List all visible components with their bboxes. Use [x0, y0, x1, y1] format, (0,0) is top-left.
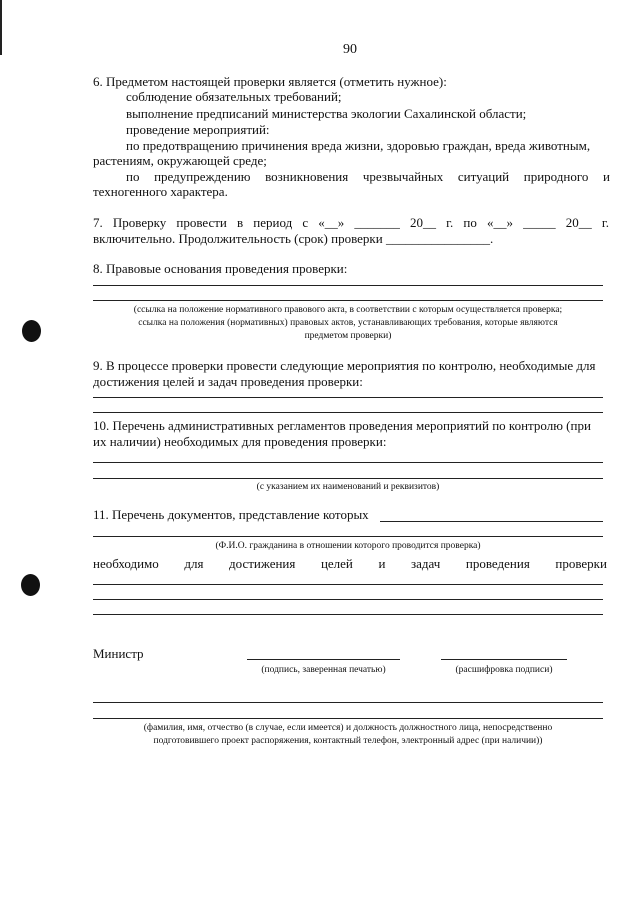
s10-note: (с указанием их наименований и реквизитов)	[256, 482, 440, 492]
signature-decode-label: (расшифровка подписи)	[455, 665, 553, 675]
s8-fill-line-1	[93, 285, 603, 286]
s6-item-4a: по предотвращению причинения вреда жизни, здоровью граждан, вреда животным,	[126, 138, 591, 153]
minister-label: Министр	[93, 646, 144, 661]
s7-line-1	[93, 215, 609, 231]
s7-line-1-word: период	[253, 215, 293, 230]
page-number: 90	[343, 42, 357, 57]
s11-line-1: 11. Перечень документов, представление которых	[93, 507, 369, 522]
s11-line-2-word: целей	[320, 556, 353, 571]
signature-line	[247, 659, 400, 660]
signature-decode-line	[441, 659, 567, 660]
s8-title: 8. Правовые основания проведения проверки:	[93, 261, 348, 276]
s6-item-2: выполнение предписаний министерства экологии Сахалинской области;	[126, 106, 527, 121]
s6-item-4b: растениям, окружающей среде;	[93, 153, 267, 168]
s7-line-1-word: _______	[354, 215, 400, 230]
s6-item-5-word: и	[603, 169, 610, 184]
s10-line-1: 10. Перечень административных регламентов проведения мероприятий по контролю (при	[93, 418, 591, 433]
s7-line-1-word: 7.	[93, 215, 103, 230]
s11-line-2-word: задач	[411, 556, 441, 571]
s7-line-1-word: Проверку	[112, 215, 167, 230]
s7-line-1-word: 20__	[410, 215, 436, 230]
s11-fill-line-1	[93, 536, 603, 537]
s8-note-3: предметом проверки)	[304, 331, 392, 341]
s11-fill-line-4	[93, 614, 603, 615]
s9-fill-line-1	[93, 397, 603, 398]
s6-item-5-word: чрезвычайных	[362, 169, 444, 184]
punch-hole-top	[22, 320, 41, 342]
s11-line-2-word: проверки	[555, 556, 607, 571]
s8-note-2: ссылка на положения (нормативных) правовых актов, устанавливающих требования, которые являются	[138, 318, 558, 328]
s8-note-1: (ссылка на положение нормативного правового акта, в соответствии с которым осуществляется проверка;	[133, 305, 563, 315]
s9-line-2: достижения целей и задач проведения проверки:	[93, 374, 363, 389]
s11-note: (Ф.И.О. гражданина в отношении которого проводится проверка)	[215, 541, 481, 551]
punch-hole-bottom	[21, 574, 40, 596]
s6-item-5-word: природного	[523, 169, 589, 184]
s7-line-1-word: по	[463, 215, 477, 230]
s7-line-1-word: г.	[601, 215, 609, 230]
s7-line-1-word: в	[237, 215, 244, 230]
s10-line-2: их наличии) необходимых для проведения проверки:	[93, 434, 387, 449]
s11-line-2-word: достижения	[229, 556, 296, 571]
s11-fill-line-inline	[380, 521, 603, 522]
s11-line-2-word: проведения	[465, 556, 530, 571]
s8-fill-line-2	[93, 300, 603, 301]
footer-note-1: (фамилия, имя, отчество (в случае, если имеется) и должность должностного лица, непосредственно	[143, 723, 553, 733]
s6-title: 6. Предметом настоящей проверки является (отметить нужное):	[93, 74, 447, 89]
s11-line-2	[93, 556, 607, 572]
footer-fill-line-2	[93, 718, 603, 719]
s11-line-2-word: необходимо	[93, 556, 159, 571]
scan-edge-line	[0, 0, 2, 55]
s10-fill-line-2	[93, 478, 603, 479]
s7-line-1-word: с	[302, 215, 309, 230]
s11-line-2-word: для	[184, 556, 204, 571]
s11-fill-line-2	[93, 584, 603, 585]
s7-line-1-word: _____	[523, 215, 556, 230]
s10-fill-line-1	[93, 462, 603, 463]
s6-item-1: соблюдение обязательных требований;	[126, 89, 342, 104]
footer-fill-line-1	[93, 702, 603, 703]
s9-line-1: 9. В процессе проверки провести следующие мероприятия по контролю, необходимые для	[93, 358, 596, 373]
s7-line-2: включительно. Продолжительность (срок) проверки ________________.	[93, 231, 494, 246]
s7-line-1-word: «__»	[486, 215, 513, 230]
s7-line-1-word: г.	[446, 215, 454, 230]
s6-item-5-word: по	[126, 169, 140, 184]
footer-note-2: подготовившего проект распоряжения, контактный телефон, электронный адрес (при наличии))	[153, 736, 543, 746]
signature-label: (подпись, заверенная печатью)	[261, 665, 386, 675]
s6-item-3: проведение мероприятий:	[126, 122, 270, 137]
s6-item-5-word: предупреждению	[154, 169, 251, 184]
s7-line-1-word: «__»	[318, 215, 345, 230]
s7-line-1-word: 20__	[565, 215, 592, 230]
s11-fill-line-3	[93, 599, 603, 600]
s9-fill-line-2	[93, 412, 603, 413]
s6-item-5-line	[126, 169, 610, 185]
s11-line-2-word: и	[378, 556, 386, 571]
s6-item-5-word: ситуаций	[457, 169, 510, 184]
s6-item-5b: техногенного характера.	[93, 184, 228, 199]
s7-line-1-word: провести	[176, 215, 227, 230]
s6-item-5-word: возникновения	[265, 169, 349, 184]
